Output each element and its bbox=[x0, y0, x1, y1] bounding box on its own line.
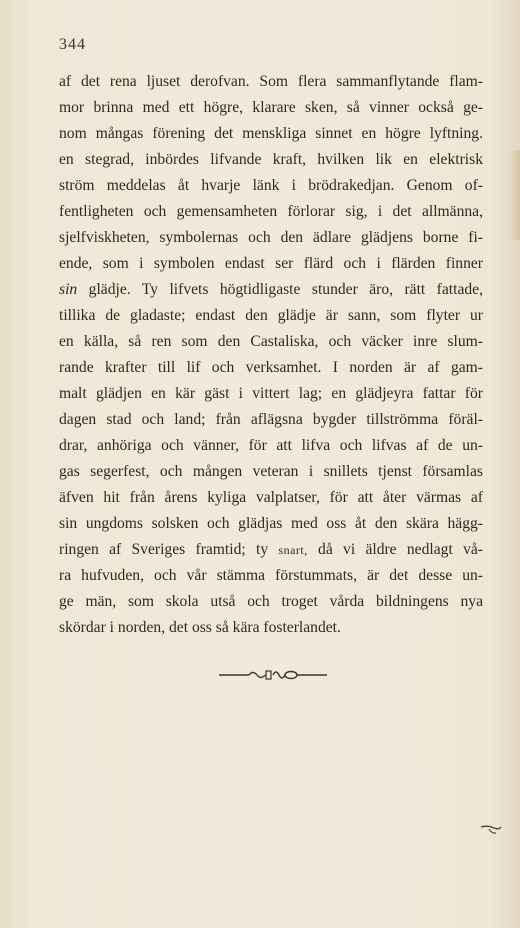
text-line bbox=[59, 433, 483, 459]
text-segment: dagen stad och land; från aflägsna bygder tillströmma föräl- bbox=[59, 411, 483, 428]
page-edge-stain bbox=[510, 150, 520, 240]
text-line bbox=[59, 563, 483, 589]
text-segment: ström meddelas åt hvarje länk i brödrakedjan. Genom of- bbox=[59, 177, 483, 194]
text-segment: ringen af Sveriges framtid; ty bbox=[59, 541, 279, 558]
text-line bbox=[59, 173, 483, 199]
text-segment: sin bbox=[59, 281, 78, 298]
text-line bbox=[59, 95, 483, 121]
text-segment: snart, bbox=[278, 543, 308, 557]
text-line bbox=[59, 199, 483, 225]
text-segment: gas segerfest, och mången veteran i snillets tjenst församlas bbox=[59, 463, 483, 480]
text-segment: rande krafter till lif och verksamhet. I norden är af gam- bbox=[59, 359, 483, 376]
text-line bbox=[59, 381, 483, 407]
marginal-mark-icon bbox=[480, 824, 502, 836]
text-line bbox=[59, 277, 483, 303]
text-segment: sin ungdoms solsken och glädjas med oss åt den skära hägg- bbox=[59, 515, 483, 532]
text-line bbox=[59, 355, 483, 381]
text-line bbox=[59, 121, 483, 147]
text-segment: ende, som i symbolen endast ser flärd och i flärden finner bbox=[59, 255, 483, 272]
text-segment: ra hufvuden, och vår stämma förstummats, är det desse un- bbox=[59, 567, 483, 584]
text-segment: ge män, som skola utså och troget vårda bildningens nya bbox=[59, 593, 483, 610]
text-segment: af det rena ljuset derofvan. Som flera sammanflytande flam- bbox=[59, 73, 483, 90]
text-line bbox=[59, 251, 483, 277]
text-line bbox=[59, 459, 483, 485]
text-segment: malt glädjen en kär gäst i vittert lag; en glädjeyra fattar för bbox=[59, 385, 483, 402]
text-line bbox=[59, 407, 483, 433]
text-segment: skördar i norden, det oss så kära fosterlandet. bbox=[59, 619, 341, 636]
text-line bbox=[59, 615, 483, 641]
text-segment: nom mångas förening det menskliga sinnet en högre lyftning. bbox=[59, 125, 483, 142]
body-text bbox=[59, 69, 483, 641]
text-segment: mor brinna med ett högre, klarare sken, så vinner också ge- bbox=[59, 99, 483, 116]
text-segment: fentligheten och gemensamheten förlorar sig, i det allmänna, bbox=[59, 203, 483, 220]
text-segment: tillika de gladaste; endast den glädje är sann, som flyter ur bbox=[59, 307, 483, 324]
text-segment: en stegrad, inbördes lifvande kraft, hvilken lik en elektrisk bbox=[59, 151, 483, 168]
decorative-rule-ornament-icon bbox=[219, 668, 327, 682]
text-line bbox=[59, 147, 483, 173]
text-line bbox=[59, 329, 483, 355]
text-segment: glädje. Ty lifvets högtidligaste stunder äro, rätt fattade, bbox=[77, 281, 483, 298]
text-line bbox=[59, 485, 483, 511]
text-line bbox=[59, 225, 483, 251]
text-segment: äfven hit från årens kyliga valplatser, för att åter värmas af bbox=[59, 489, 483, 506]
text-segment: då vi äldre nedlagt vå- bbox=[307, 541, 483, 558]
text-segment: sjelfviskheten, symbolernas och den ädlare glädjens borne fi- bbox=[59, 229, 483, 246]
text-line bbox=[59, 589, 483, 615]
text-segment: drar, anhöriga och vänner, för att lifva och lifvas af de un- bbox=[59, 437, 483, 454]
text-line bbox=[59, 69, 483, 95]
text-line bbox=[59, 303, 483, 329]
text-line bbox=[59, 537, 483, 563]
page-number: 344 bbox=[59, 36, 86, 53]
text-line bbox=[59, 511, 483, 537]
text-segment: en källa, så ren som den Castaliska, och väcker inre slum- bbox=[59, 333, 483, 350]
